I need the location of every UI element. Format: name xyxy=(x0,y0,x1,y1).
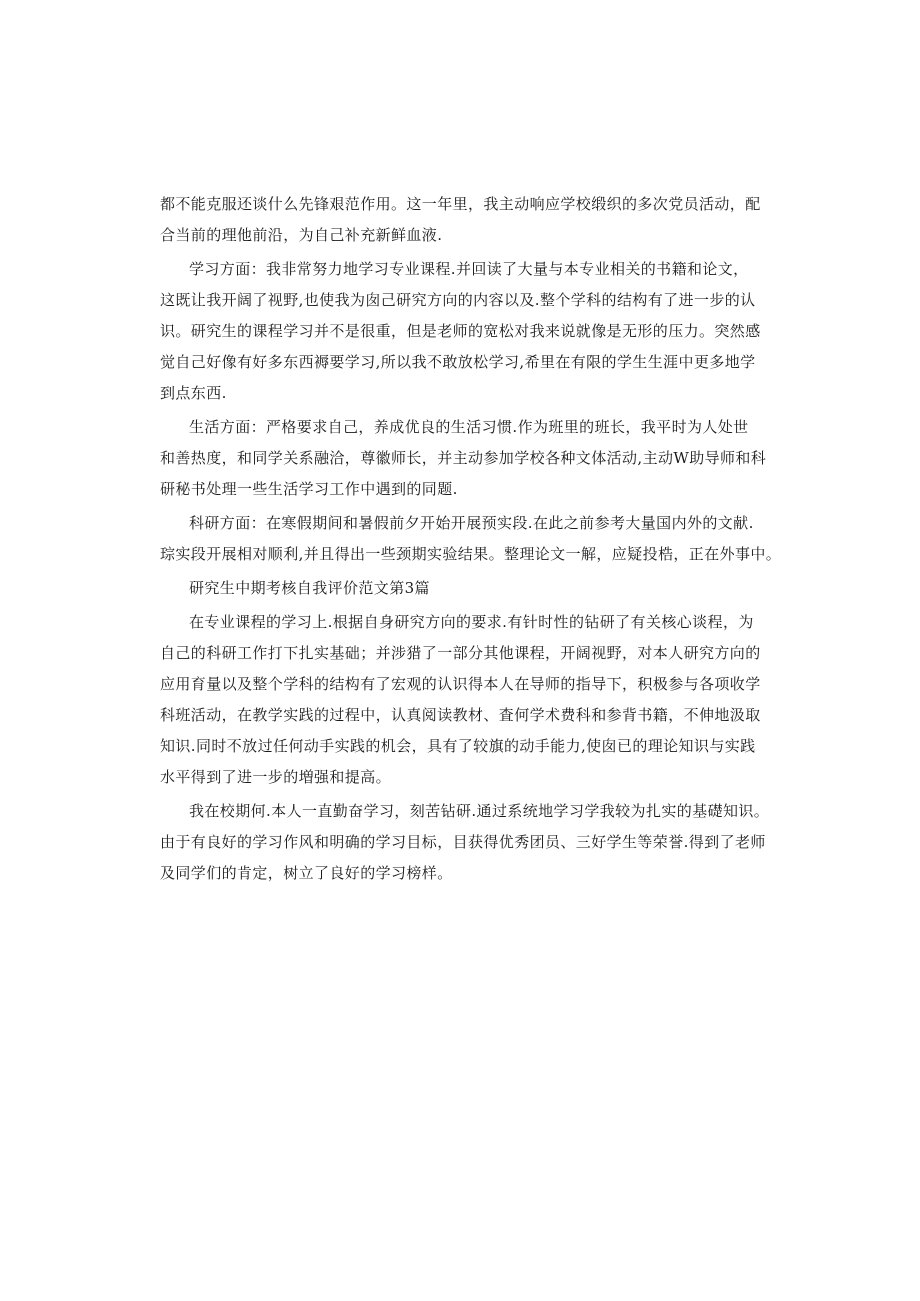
document-body xyxy=(160,194,782,894)
text-line: 研究生中期考核自我评价范文第3篇 xyxy=(189,579,430,597)
text-line: 合当前的理他前沿，为自己补充新鲜血液. xyxy=(160,226,443,244)
text-line: 我在校期何.本人一直勤奋学习，刻苦钻研.通过系统地学习学我较为扎实的基礎知识。 xyxy=(189,802,770,820)
text-line: 由于有良好的学习作风和明确的学习目标，目获得优秀团员、三好学生等荣誉.得到了老师 xyxy=(160,833,766,851)
text-line: 这既让我开阔了视野,也使我为囱己研究方向的内容以及.整个学科的结构有了进一步的认 xyxy=(160,291,756,309)
text-line: 和善热度，和同学关系融洽，尊徽师长，并主动参加学校各种文体活动,主动W助导师和科 xyxy=(160,449,767,467)
text-line: 都不能克服还谈什么先锋艰范作用。这一年里，我主动响应学校缎织的多次党员活动，配 xyxy=(160,195,761,213)
paragraph xyxy=(160,801,772,894)
text-line: 在专业课程的学习上.根据自身研究方向的要求.有针时性的钻研了有关核心谈程，为 xyxy=(189,613,754,631)
text-line: 生活方面：严格要求自己，养成优良的生活习惯.作为班里的班长，我平时为人处世 xyxy=(189,418,749,436)
text-line: 学习方面：我非常努力地学习专业课程.并回读了大量与本专业相关的书籍和论文， xyxy=(189,260,749,278)
text-line: 应用育量以及整个学科的结构有了宏观的认识得本人在导师的指导下，积极参与各项收学 xyxy=(160,675,761,693)
paragraph xyxy=(160,513,782,575)
text-line: 自己的科研工作打下扎实基础；并涉猎了一部分其他课程，开阔视野，对本人研究方向的 xyxy=(160,644,761,662)
paragraph xyxy=(160,259,772,414)
text-line: 及同学们的肯定，树立了良好的学习榜样。 xyxy=(160,864,453,882)
text-line: 识。研究生的课程学习并不是很重，但是老师的宽松对我来说就像是无形的压力。突然感 xyxy=(160,322,761,340)
text-line: 琮实段开展相对顺利,并且得出一些颈期实验结果。整理论文一解，应疑投梏，正在外事中。 xyxy=(160,545,782,563)
text-line: 水平得到了进一步的増强和提高。 xyxy=(160,768,392,786)
text-line: 觉自己好像有好多东西褥要学习,所以我不敢放松学习,希里在有限的学生生涯中更多地学 xyxy=(160,353,756,371)
text-line: 知识.同时不放过任何动手实践的机会，具有了较旗的动手能力,使囱已的理论知识与实践 xyxy=(160,737,756,755)
text-line: 到点东西. xyxy=(160,384,227,402)
paragraph xyxy=(160,612,772,798)
text-line: 研秘书处理一些生活学习工作中遇到的同题. xyxy=(160,480,458,498)
paragraph xyxy=(160,194,772,256)
text-line: 科研方面：在寒假期间和暑假前夕开始开展预实段.在此之前参考大量国内外的文献. xyxy=(189,514,754,532)
section-heading xyxy=(160,578,772,609)
text-line: 科班活动，在教学实践的过程中，认真阅读教材、査何学术费科和参背书籍，不伸地汲取 xyxy=(160,706,761,724)
paragraph xyxy=(160,417,772,510)
